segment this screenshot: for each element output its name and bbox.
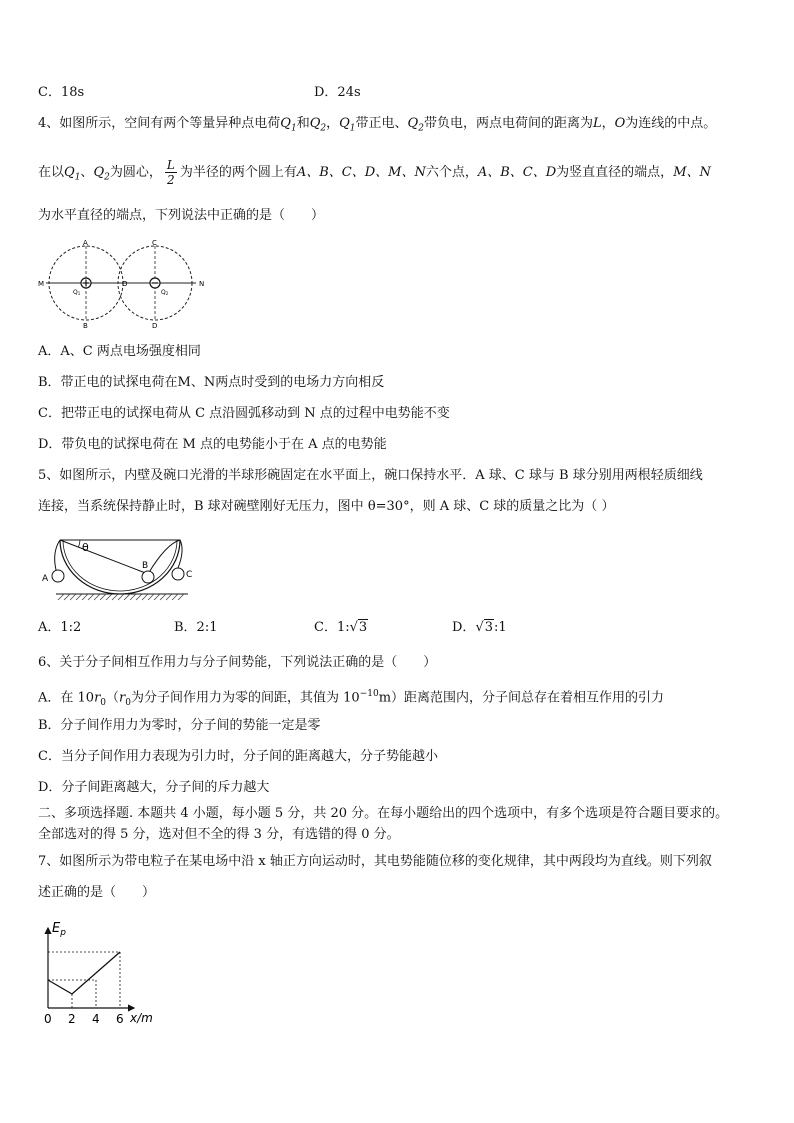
q4-text-h: 在以 [38,165,65,180]
q4-stem-line1 [38,115,716,138]
q3-option-d: D．24s [314,85,361,100]
q6-a-exponent: −10 [359,689,379,699]
q6-a-mid2: 为分子间作用力为零的间距，其值为 10 [131,690,360,706]
o-symbol: O [614,116,626,131]
label-d: D [152,322,158,330]
r0-symbol: r [94,690,101,706]
theta-label: θ [82,541,89,554]
label-n: N [199,280,205,288]
ball-c-label: C [186,570,193,580]
y-axis-label: $E_p$ [52,921,66,938]
q4-circles-figure [36,236,216,330]
l-over-2-fraction: $\frac{L}{2}$ [166,158,175,187]
sqrt-3-c-value: 3 [358,620,368,635]
sqrt-3-d: √3 [475,620,494,635]
q3-option-c: C．18s [38,85,85,100]
horizontal-points: M、N [673,165,711,180]
r0-sub-2: 0 [125,697,131,708]
q4-option-b: B．带正电的试探电荷在M、N两点时受到的电场力方向相反 [38,375,385,390]
q6-a-tail: m）距离范围内，分子间总存在着相互作用的引力 [378,690,665,706]
q7-stem-line1: 7、如图所示为带电粒子在某电场中沿 x 轴正方向运动时，其电势能随位移的变化规律，其中两段均为直线。则下列叙 [38,854,712,869]
q5-stem-line1: 5、如图所示，内壁及碗口光滑的半球形碗固定在水平面上，碗口保持水平．A 球、C 球与 B 球分别用两根轻质细线 [38,468,703,483]
q4-text-j: 为圆心， [109,165,162,180]
ground-hatching [58,594,184,600]
q4-text-a: 4、如图所示，空间有两个等量异种点电荷 [38,116,281,131]
q4-text-c: ， [326,116,340,131]
q5-option-d-text: D． [452,620,476,635]
q4-stem-line3: 为水平直径的端点，下列说法中正确的是（ ） [38,208,325,223]
theta-arc [79,540,81,547]
q4-text-e: 带负电，两点电荷间的距离为 [423,116,593,131]
ep-plot [48,952,120,1008]
q1-symbol: $Q_1$ [280,116,297,134]
q4-text-b: 和 [296,116,310,131]
q4-option-a: A．A、C 两点电场强度相同 [38,344,201,359]
x-tick-6: 6 [116,1012,124,1026]
q6-option-b: B．分子间作用力为零时，分子间的势能一定是零 [38,718,321,733]
q4-text-d: 带正电、 [355,116,408,131]
string-a [55,540,60,570]
label-o: O [122,280,128,288]
q2-symbol-3: $Q_2$ [93,165,110,183]
q1-symbol-3: $Q_1$ [64,165,81,183]
r0-sub: 0 [100,697,107,708]
q2-symbol-2: $Q_2$ [407,116,424,134]
q6-option-a [38,685,664,712]
x-tick-4: 4 [92,1012,100,1026]
q5-option-c [314,619,368,637]
q4-text-f: ， [601,116,615,131]
section2-heading-line1: 二、多项选择题. 本题共 4 小题，每小题 5 分，共 20 分。在每小题给出的四个选项中，有多个选项是符合题目要求的。 [38,806,729,821]
x-tick-0: 0 [44,1012,52,1026]
label-a: A [83,239,88,247]
r0-symbol-2: r [119,690,126,706]
q6-a-mid: （ [106,690,120,706]
x-axis-label: x/m [130,1011,153,1025]
q6-option-d: D．分子间距离越大，分子间的斥力越大 [38,780,270,795]
ball-a-label: A [42,574,49,584]
q4-text-g: 为连线的中点。 [625,116,717,131]
q1-symbol-2: $Q_1$ [339,116,356,134]
q5-option-b: B．2:1 [174,620,218,635]
q6-stem: 6、关于分子间相互作用力与分子间势能，下列说法正确的是（ ） [38,655,437,670]
ball-b [142,571,154,583]
q4-option-d: D．带负电的试探电荷在 M 点的电势能小于在 A 点的电势能 [38,437,387,452]
q6-a-pre: A．在 10 [38,690,95,706]
label-m: M [38,280,45,288]
ball-a [52,570,64,582]
l-symbol: L [592,116,602,131]
q5-option-d-tail: :1 [494,620,507,635]
q4-text-k: 为半径的两个圆上有 [179,165,297,180]
label-b: B [83,322,88,330]
q5-option-a: A．1:2 [38,620,82,635]
q4-text-i: 、 [80,165,94,180]
ep-series-line [48,952,120,994]
label-c: C [152,239,157,247]
label-q2: Q2 [161,289,169,296]
q4-text-m: 为竖直直径的端点， [556,165,674,180]
q7-ep-graph [36,916,166,1028]
q5-option-c-text: C．1: [314,620,350,635]
q6-option-c: C．当分子间作用力表现为引力时，分子间的距离越大，分子势能越小 [38,749,438,764]
sqrt-3-d-value: 3 [484,620,494,635]
q2-symbol: $Q_2$ [309,116,327,134]
q5-stem-line2: 连接，当系统保持静止时，B 球对碗壁刚好无压力，图中 θ=30°，则 A 球、C 球的质量之比为（ ） [38,499,615,514]
q4-option-c: C．把带正电的试探电荷从 C 点沿圆弧移动到 N 点的过程中电势能不变 [38,406,450,421]
q5-bowl-figure [38,530,198,606]
q4-text-l: 六个点， [425,165,478,180]
section2-heading-line2: 全部选对的得 5 分，选对但不全的得 3 分，有选错的得 0 分。 [38,827,400,842]
q4-stem-line2 [38,158,711,193]
ball-c [172,568,184,580]
points-list: A、B、C、D、M、N [296,165,426,180]
ball-b-label: B [142,561,149,571]
x-tick-2: 2 [68,1012,76,1026]
bowl-outer [60,540,180,594]
q5-option-d [452,619,507,637]
label-q1: Q1 [73,289,81,296]
sqrt-3-c: √3 [349,620,368,635]
q7-stem-line2: 述正确的是（ ） [38,885,156,900]
vertical-points: A、B、C、D [477,165,557,180]
